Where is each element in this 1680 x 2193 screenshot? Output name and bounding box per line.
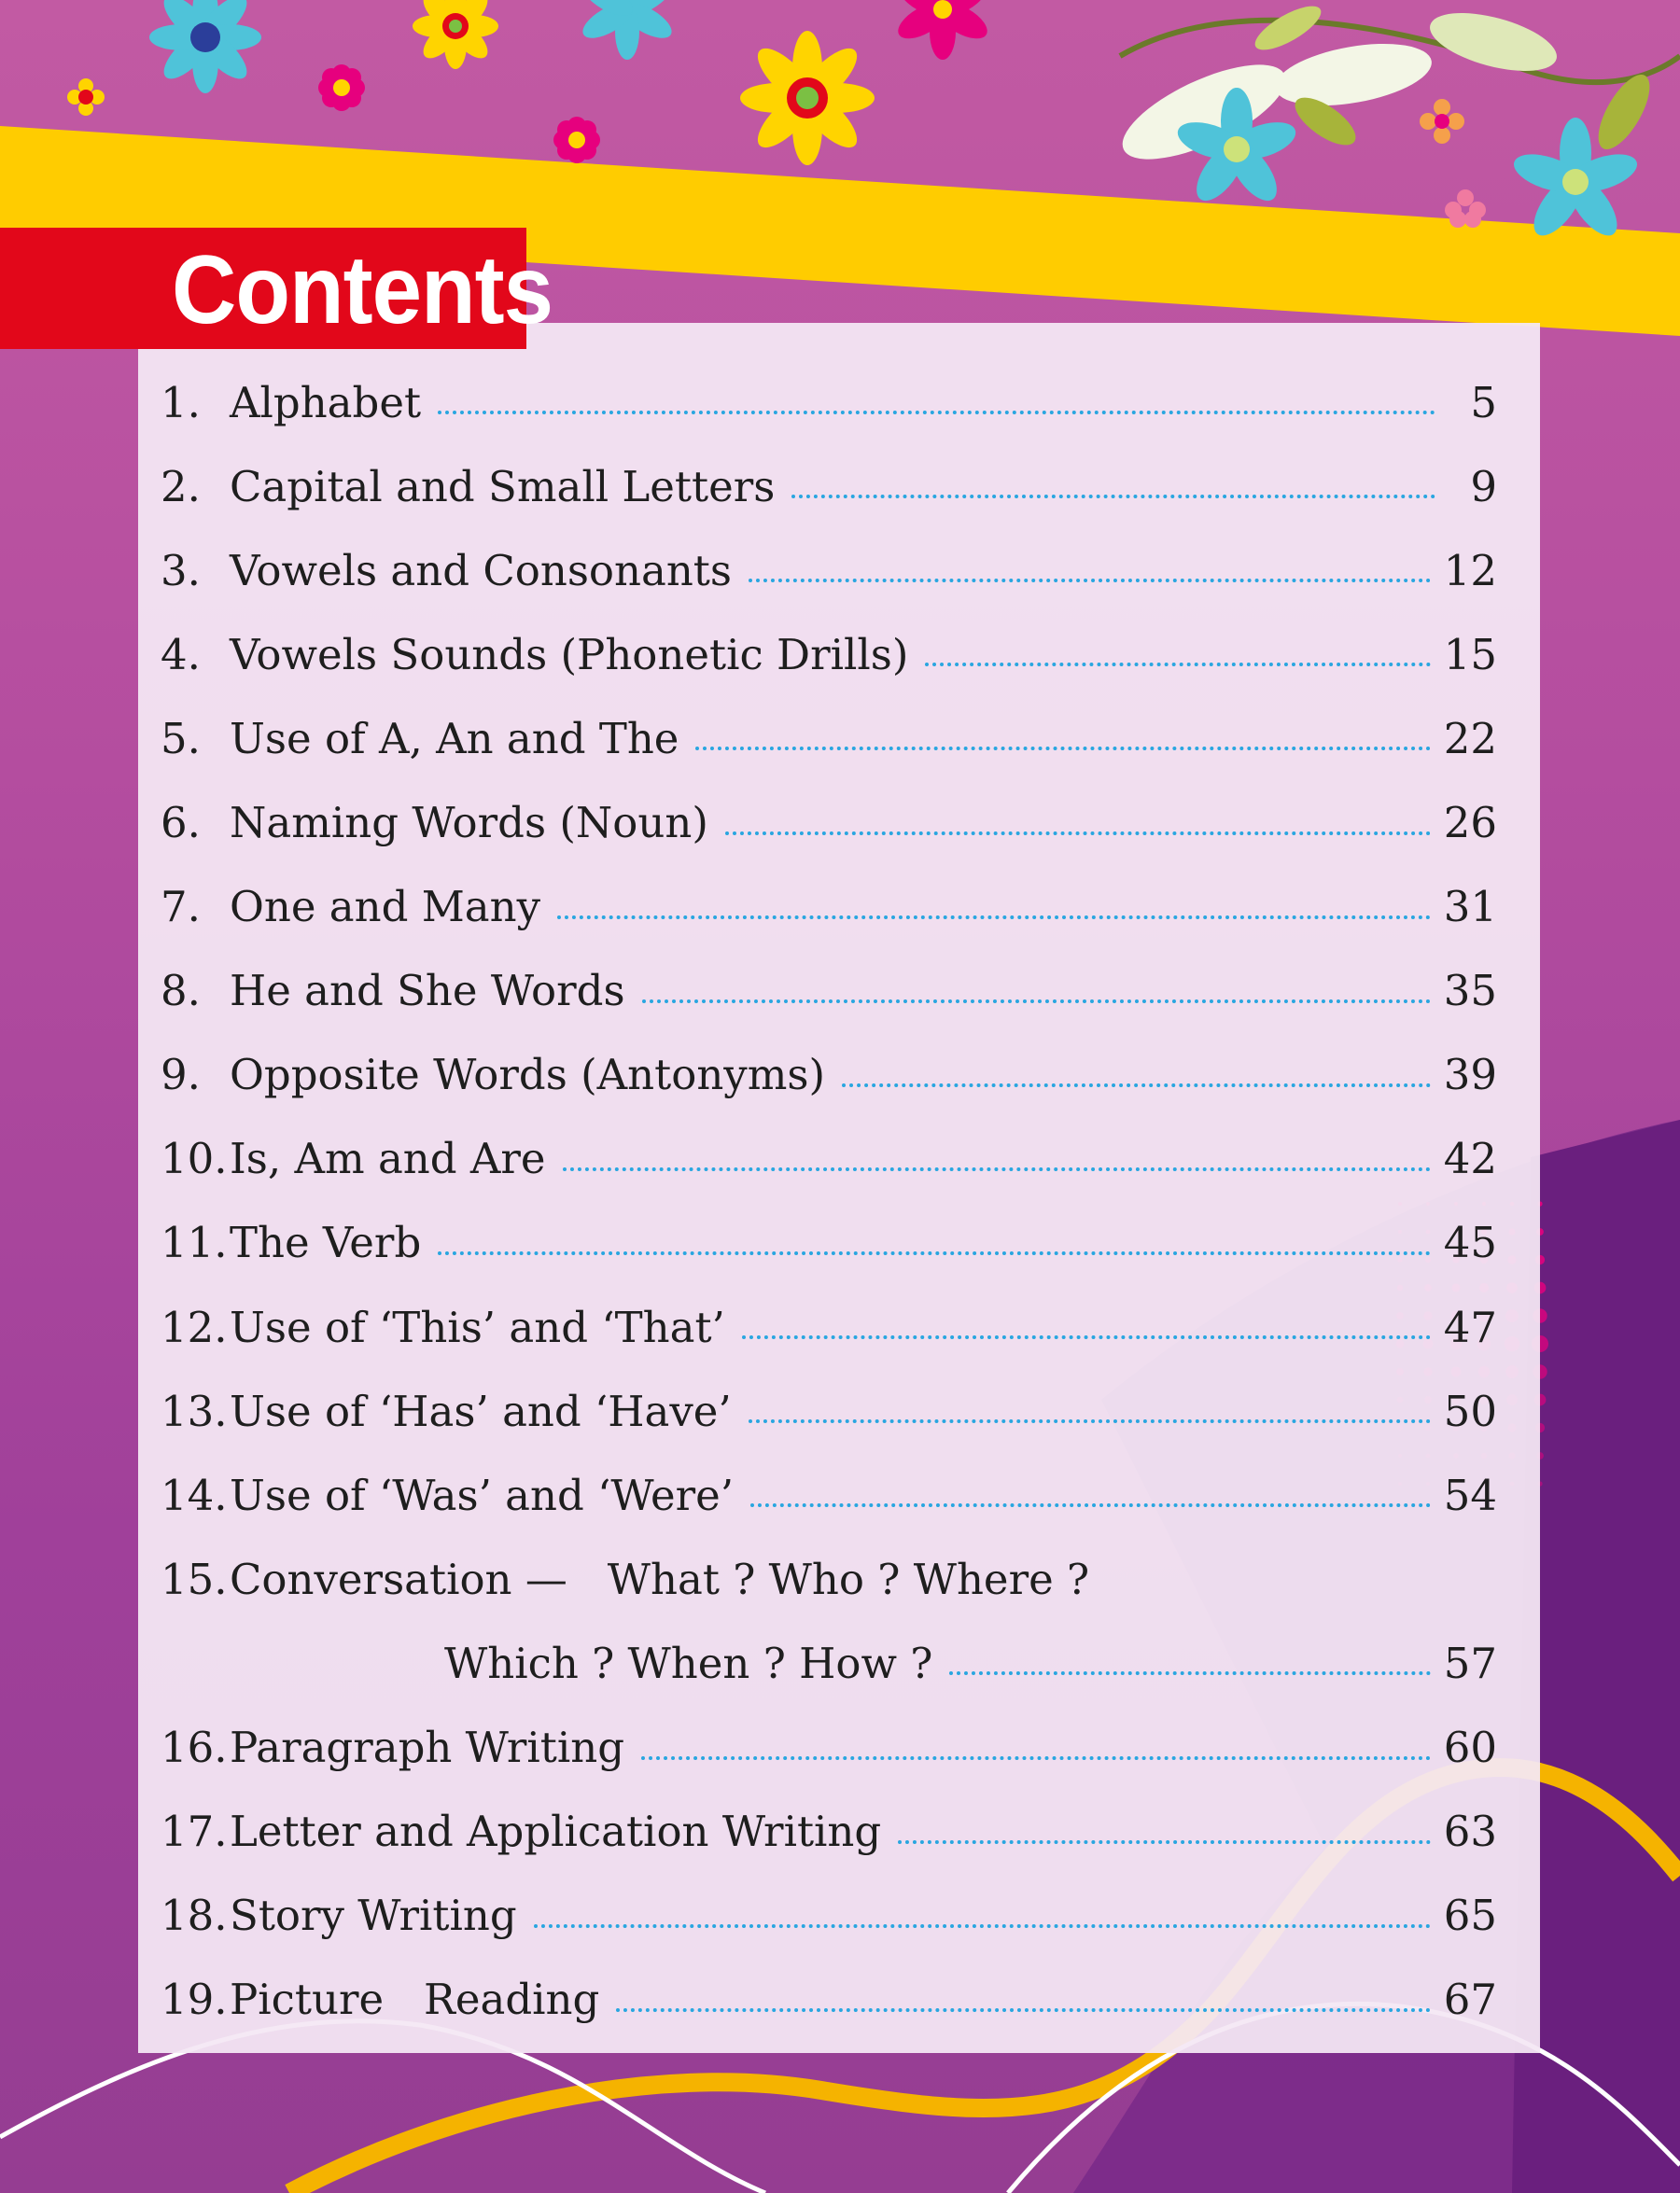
page-number: 15 bbox=[1443, 629, 1497, 679]
toc-entry[interactable] bbox=[161, 780, 1497, 864]
page-number: 57 bbox=[1443, 1638, 1497, 1688]
page-number: 67 bbox=[1443, 1975, 1497, 2025]
flower-icon bbox=[578, 0, 678, 60]
chapter-title: He and She Words bbox=[230, 966, 625, 1016]
page-number: 12 bbox=[1443, 545, 1497, 595]
flower-icon bbox=[149, 0, 261, 93]
dot-leader bbox=[749, 579, 1431, 582]
dot-leader bbox=[725, 831, 1431, 835]
chapter-title: Use of A, An and The bbox=[230, 713, 679, 763]
toc-entry[interactable] bbox=[161, 612, 1497, 696]
chapter-title: Use of ‘Has’ and ‘Have’ bbox=[230, 1386, 732, 1436]
dot-leader bbox=[642, 999, 1431, 1003]
dot-leader bbox=[563, 1167, 1431, 1171]
dot-leader bbox=[898, 1840, 1431, 1844]
page-number: 26 bbox=[1443, 798, 1497, 848]
toc-entry[interactable] bbox=[161, 949, 1497, 1033]
flower-icon bbox=[1445, 189, 1486, 228]
chapter-number: 16. bbox=[161, 1723, 228, 1773]
chapter-title: Paragraph Writing bbox=[230, 1723, 625, 1773]
toc-entry[interactable] bbox=[161, 1201, 1497, 1285]
dot-leader bbox=[641, 1756, 1431, 1760]
page-title: Contents bbox=[172, 236, 553, 344]
chapter-title: Vowels Sounds (Phonetic Drills) bbox=[230, 629, 909, 679]
dot-leader bbox=[791, 495, 1435, 498]
chapter-number: 10. bbox=[161, 1134, 228, 1184]
page-number: 9 bbox=[1470, 461, 1497, 511]
toc-entry[interactable] bbox=[161, 1621, 1497, 1705]
page-number: 65 bbox=[1443, 1891, 1497, 1941]
page-number: 22 bbox=[1443, 713, 1497, 763]
chapter-number: 13. bbox=[161, 1386, 228, 1436]
chapter-title: Letter and Application Writing bbox=[230, 1807, 882, 1857]
chapter-number: 11. bbox=[161, 1218, 228, 1268]
dot-leader bbox=[616, 2008, 1430, 2012]
chapter-title: Which ? When ? How ? bbox=[444, 1638, 933, 1688]
chapter-title: Use of ‘Was’ and ‘Were’ bbox=[230, 1470, 735, 1520]
flower-icon bbox=[892, 0, 993, 60]
chapter-title: Naming Words (Noun) bbox=[230, 798, 708, 848]
dot-leader bbox=[842, 1083, 1431, 1087]
toc-entry[interactable] bbox=[161, 1958, 1497, 2042]
dot-leader bbox=[695, 747, 1430, 750]
page-number: 45 bbox=[1443, 1218, 1497, 1268]
dot-leader bbox=[438, 411, 1435, 414]
toc-entry[interactable] bbox=[161, 1369, 1497, 1453]
toc-entry[interactable] bbox=[161, 1874, 1497, 1958]
flower-icon bbox=[318, 64, 365, 111]
toc-entry[interactable] bbox=[161, 1790, 1497, 1874]
toc-entry[interactable] bbox=[161, 1706, 1497, 1790]
dot-leader bbox=[438, 1251, 1430, 1255]
chapter-number: 9. bbox=[161, 1050, 201, 1100]
chapter-number: 14. bbox=[161, 1470, 228, 1520]
page-number: 5 bbox=[1470, 377, 1497, 427]
chapter-title: One and Many bbox=[230, 882, 541, 932]
chapter-number: 15. bbox=[161, 1554, 228, 1604]
chapter-title: Story Writing bbox=[230, 1891, 517, 1941]
contents-title-bar bbox=[0, 228, 553, 349]
table-of-contents bbox=[161, 360, 1497, 2042]
toc-entry[interactable] bbox=[161, 1285, 1497, 1369]
dot-leader bbox=[925, 663, 1430, 666]
page-number: 42 bbox=[1443, 1134, 1497, 1184]
chapter-title: Use of ‘This’ and ‘That’ bbox=[230, 1302, 725, 1352]
flower-icon bbox=[740, 31, 875, 165]
dot-leader bbox=[749, 1419, 1431, 1423]
chapter-number: 4. bbox=[161, 629, 201, 679]
page-number: 47 bbox=[1443, 1302, 1497, 1352]
toc-entry[interactable] bbox=[161, 1537, 1497, 1621]
dot-leader bbox=[534, 1924, 1431, 1928]
chapter-title: Opposite Words (Antonyms) bbox=[230, 1050, 826, 1100]
toc-entry[interactable] bbox=[161, 528, 1497, 612]
page-number: 60 bbox=[1443, 1723, 1497, 1773]
chapter-number: 1. bbox=[161, 377, 201, 427]
page-number: 54 bbox=[1443, 1470, 1497, 1520]
dot-leader bbox=[557, 915, 1431, 919]
chapter-title: The Verb bbox=[230, 1218, 422, 1268]
toc-entry[interactable] bbox=[161, 865, 1497, 949]
page-number: 50 bbox=[1443, 1386, 1497, 1436]
toc-entry[interactable] bbox=[161, 1033, 1497, 1117]
flower-icon bbox=[413, 0, 498, 69]
chapter-title: Conversation — What ? Who ? Where ? bbox=[230, 1554, 1090, 1604]
chapter-number: 7. bbox=[161, 882, 201, 932]
dot-leader bbox=[750, 1503, 1431, 1507]
flower-icon bbox=[553, 117, 600, 163]
toc-entry[interactable] bbox=[161, 444, 1497, 528]
chapter-number: 18. bbox=[161, 1891, 228, 1941]
chapter-title: Alphabet bbox=[230, 377, 422, 427]
chapter-number: 8. bbox=[161, 966, 201, 1016]
page-number: 31 bbox=[1443, 882, 1497, 932]
flower-icon bbox=[67, 78, 105, 116]
page-number: 39 bbox=[1443, 1050, 1497, 1100]
dot-leader bbox=[742, 1335, 1431, 1339]
chapter-number: 5. bbox=[161, 713, 201, 763]
chapter-title: Vowels and Consonants bbox=[230, 545, 732, 595]
chapter-title: Picture Reading bbox=[230, 1975, 600, 2025]
chapter-number: 6. bbox=[161, 798, 201, 848]
chapter-number: 19. bbox=[161, 1975, 228, 2025]
toc-entry[interactable] bbox=[161, 1453, 1497, 1537]
toc-entry[interactable] bbox=[161, 360, 1497, 444]
toc-entry[interactable] bbox=[161, 1117, 1497, 1201]
page-number: 63 bbox=[1443, 1807, 1497, 1857]
page-number: 35 bbox=[1443, 966, 1497, 1016]
chapter-number: 17. bbox=[161, 1807, 228, 1857]
dot-leader bbox=[949, 1671, 1430, 1675]
chapter-number: 3. bbox=[161, 545, 201, 595]
toc-entry[interactable] bbox=[161, 696, 1497, 780]
chapter-title: Capital and Small Letters bbox=[230, 461, 776, 511]
flower-icon bbox=[1420, 99, 1464, 144]
chapter-number: 2. bbox=[161, 461, 201, 511]
chapter-number: 12. bbox=[161, 1302, 228, 1352]
chapter-title: Is, Am and Are bbox=[230, 1134, 546, 1184]
